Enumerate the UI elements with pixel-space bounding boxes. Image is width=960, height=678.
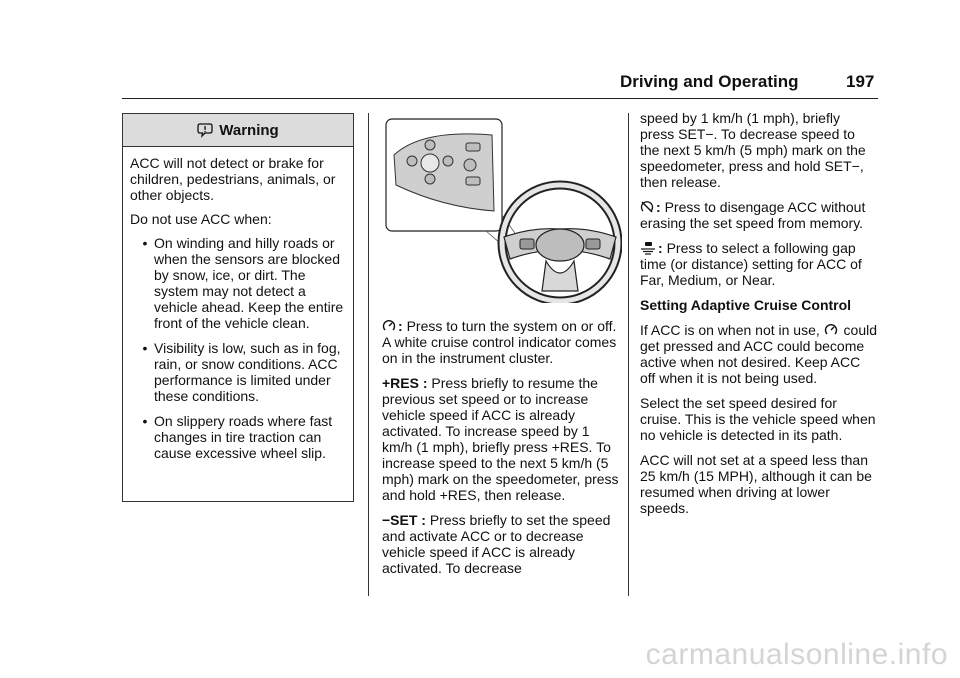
bullet-marker: •: [142, 340, 148, 356]
cruise-power-icon: [382, 319, 396, 333]
watermark: carmanualsonline.info: [645, 638, 948, 671]
warning-item-text: On slippery roads where fast changes in tire traction can cause excessive wheel slip.: [154, 413, 333, 461]
set-label: −SET :: [382, 512, 426, 528]
bullet-marker: •: [142, 413, 148, 429]
warning-box: [122, 113, 354, 502]
set-text: Press briefly to set the speed and activate ACC or to decrease vehicle speed if ACC is already activated. To decrease: [382, 512, 611, 576]
gap-text: Press to select a following gap time (or distance) setting for ACC of Far, Medium, or Near.: [640, 240, 862, 288]
cancel-button-desc: [640, 199, 878, 231]
warning-header: [123, 114, 353, 147]
power-text: Press to turn the system on or off. A white cruise control indicator comes on in the instrument cluster.: [382, 318, 617, 366]
cancel-label: :: [656, 199, 661, 215]
acc-on-text-b: could get pressed and ACC could become active when not desired. Keep ACC off when it is not being used.: [640, 322, 878, 386]
warning-title: Warning: [219, 121, 279, 139]
warning-item-text: Visibility is low, such as in fog, rain, or snow conditions. ACC performance is limited under these conditions.: [154, 340, 341, 404]
set-speed-paragraph: Select the set speed desired for cruise. This is the vehicle speed when no vehicle is detected in its path.: [640, 395, 876, 443]
min-speed-paragraph: ACC will not set at a speed less than 25 km/h (15 MPH), although it can be resumed when driving at lower speeds.: [640, 452, 872, 516]
middle-column: [382, 318, 622, 585]
column-divider-right: [628, 113, 629, 596]
steering-wheel-illustration: [382, 115, 622, 303]
warning-list: [130, 235, 346, 461]
cancel-text: Press to disengage ACC without erasing the set speed from memory.: [640, 199, 866, 231]
header-rule: [122, 98, 878, 99]
warning-item: [130, 413, 346, 461]
gap-button-desc: [640, 240, 878, 288]
following-gap-icon: [640, 241, 656, 255]
res-text: Press briefly to resume the previous set speed or to increase vehicle speed if ACC is already activated. To increase speed by 1 km/h (1 mph), briefly press +RES. To increase speed to the next 5 km/h (5 mph) mark on the speedometer, press and hold +RES, then release.: [382, 375, 619, 503]
set-button-desc: [382, 512, 622, 576]
bullet-marker: •: [142, 235, 148, 251]
warning-item-text: On winding and hilly roads or when the sensors are blocked by snow, ice, or dirt. The system may not detect a vehicle ahead. Keep the entire front of the vehicle clean.: [154, 235, 344, 331]
set-continued: speed by 1 km/h (1 mph), briefly press SET−. To decrease speed to the next 5 km/h (5 mph) mark on the speedometer, press and hold SET−, then release.: [640, 110, 866, 190]
cruise-cancel-icon: [640, 200, 654, 214]
warning-item: [130, 235, 346, 331]
res-button-desc: [382, 375, 622, 503]
warning-speech-icon: [197, 122, 213, 138]
section-title: Driving and Operating: [620, 72, 799, 91]
power-label: :: [398, 318, 403, 334]
cruise-power-icon: [824, 323, 838, 337]
page-number: 197: [846, 72, 875, 91]
warning-item: [130, 340, 346, 404]
gap-label: :: [658, 240, 663, 256]
acc-on-paragraph: [640, 322, 878, 386]
column-divider-left: [368, 113, 369, 596]
power-button-desc: [382, 318, 622, 366]
acc-on-text-a: If ACC is on when not in use,: [640, 322, 820, 338]
right-column: [640, 110, 878, 525]
warning-lead: Do not use ACC when:: [130, 211, 272, 227]
warning-intro: ACC will not detect or brake for children, pedestrians, animals, or other objects.: [130, 155, 336, 203]
setting-acc-heading: Setting Adaptive Cruise Control: [640, 297, 852, 313]
res-label: +RES :: [382, 375, 428, 391]
